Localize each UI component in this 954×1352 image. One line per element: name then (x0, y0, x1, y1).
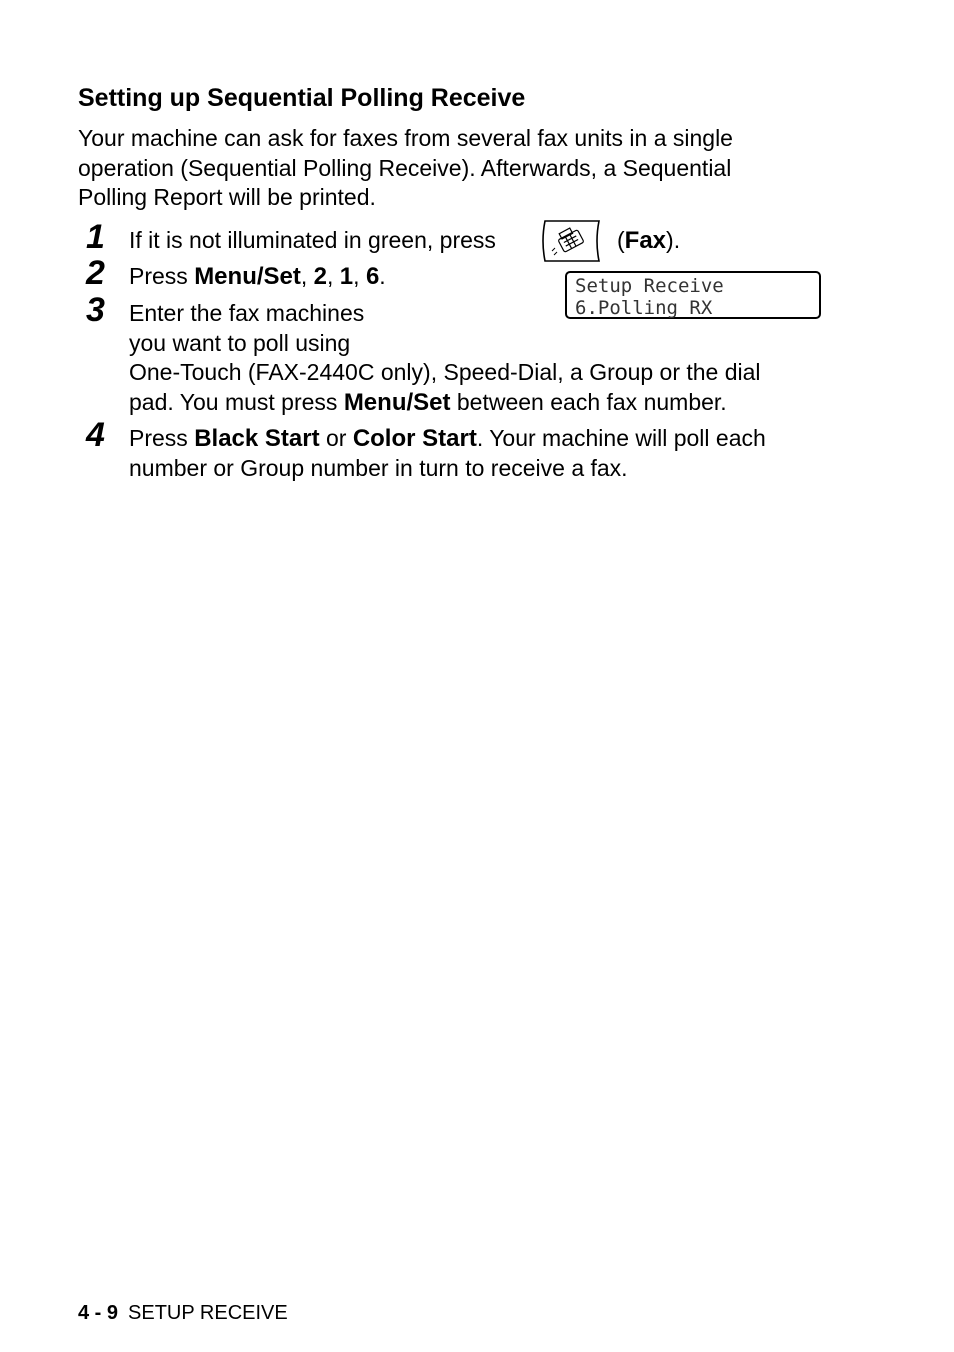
fax-key-name: Fax (624, 227, 667, 254)
page-number: 4 - 9 (78, 1302, 119, 1324)
section-heading: Setting up Sequential Polling Receive (78, 84, 526, 112)
step-3-text: Enter the fax machines you want to poll using One-Touch (FAX-2440C only), Speed-Dial, a Group or the dial pad. You must press Menu/Set between each fax number. (129, 300, 761, 416)
step-2-text: Press Menu/Set, 2, 1, 6. (129, 263, 386, 290)
lcd-line-2: 6.Polling RX (575, 297, 713, 319)
menu-set-key: Menu/Set (194, 263, 301, 290)
step-4-text: Press Black Start or Color Start. Your machine will poll each number or Group number in turn to receive a fax. (129, 425, 766, 481)
intro-paragraph (78, 124, 838, 213)
lcd-line-1: Setup Receive (575, 275, 724, 297)
page-footer (78, 1301, 288, 1325)
key-1: 1 (339, 263, 354, 290)
step-1-instruction: If it is not illuminated in green, press (129, 227, 496, 253)
fax-key-icon (541, 218, 601, 264)
step-4-number: 4 (86, 416, 105, 454)
intro-line: Your machine can ask for faxes from several fax units in a single (78, 125, 733, 151)
key-6: 6 (365, 263, 380, 290)
menu-set-key: Menu/Set (343, 388, 451, 416)
fax-key-label: (Fax). (617, 227, 681, 254)
color-start-key: Color Start (352, 425, 477, 452)
footer-section: SETUP RECEIVE (128, 1302, 288, 1324)
intro-line: operation (Sequential Polling Receive). Afterwards, a Sequential (78, 154, 732, 181)
step-1-text (129, 226, 496, 256)
intro-line: Polling Report will be printed. (78, 184, 376, 210)
black-start-key: Black Start (194, 425, 320, 452)
step-2-number: 2 (86, 254, 105, 292)
step-3-number: 3 (86, 291, 105, 329)
step-1-number: 1 (86, 218, 105, 256)
key-2: 2 (313, 263, 328, 290)
